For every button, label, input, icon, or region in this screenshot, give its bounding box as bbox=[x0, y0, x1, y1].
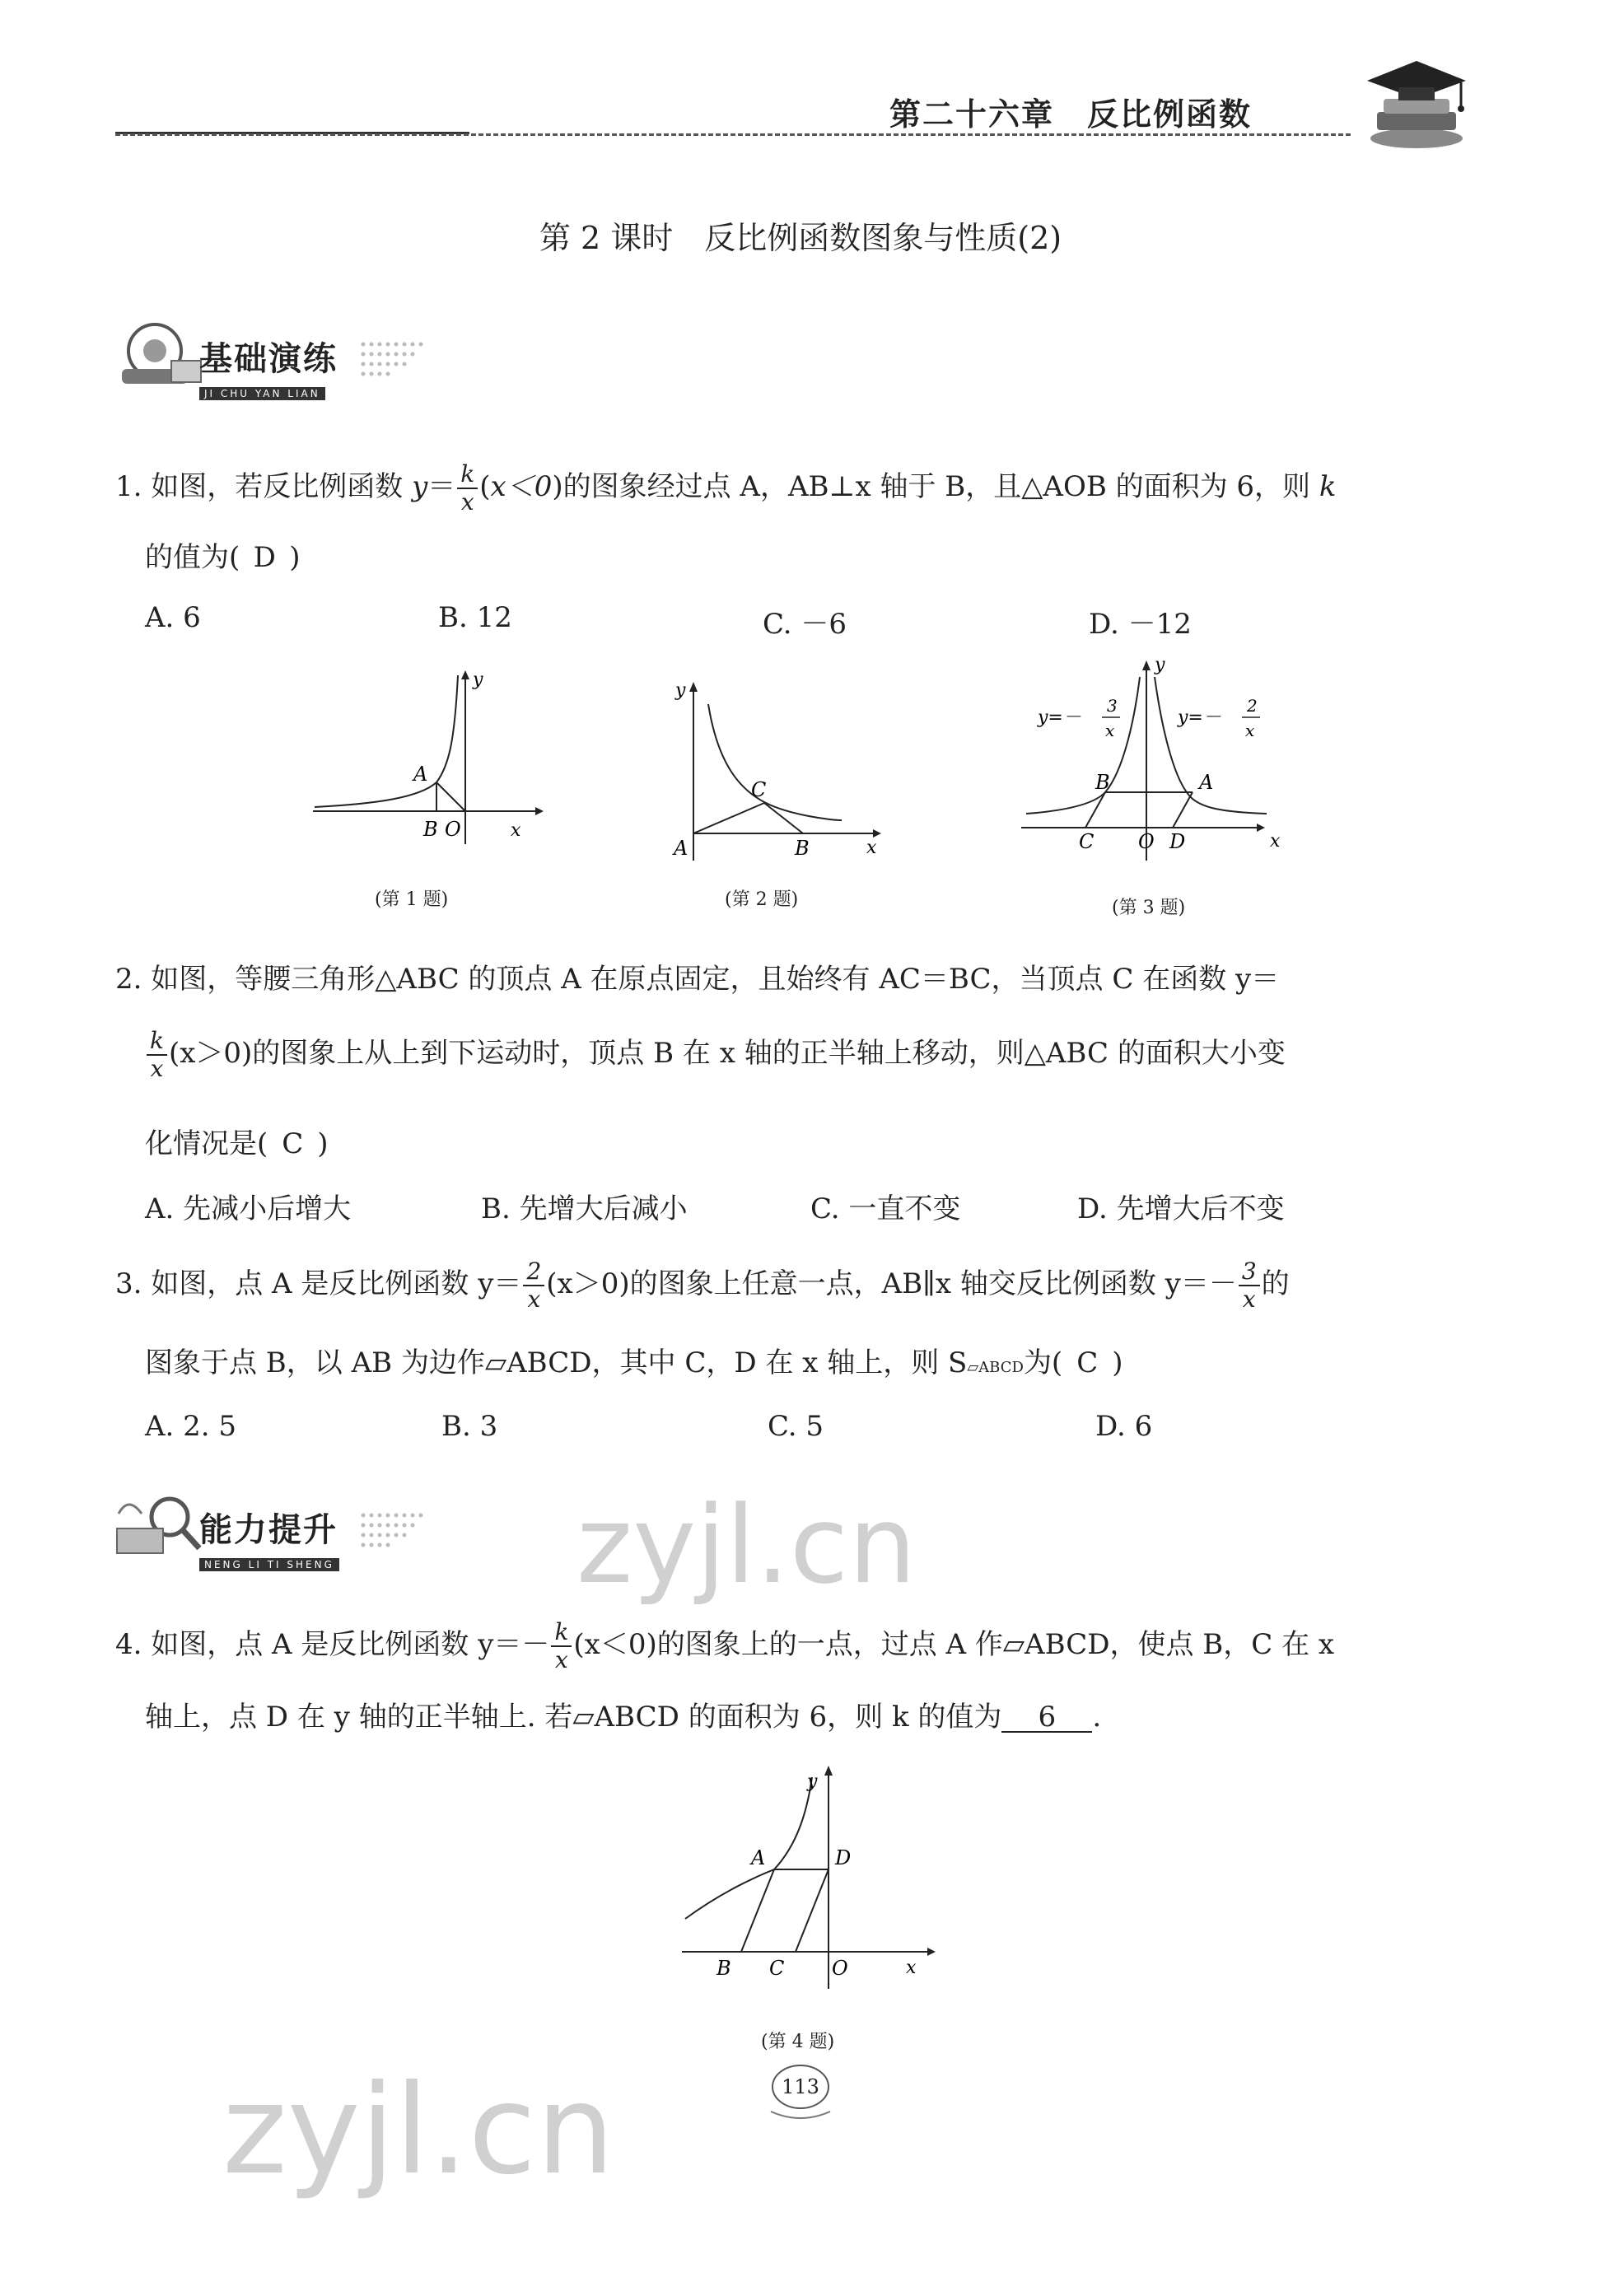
fig3-label-y: y bbox=[1155, 655, 1165, 675]
fig3-left-fn-lhs: y=－ bbox=[1038, 707, 1081, 728]
fig2-label-b: B bbox=[795, 837, 810, 860]
lesson-title: 第 2 课时 反比例函数图象与性质(2) bbox=[539, 220, 1062, 256]
q3-option-c: C. 5 bbox=[768, 1410, 824, 1443]
fig1-label-x: x bbox=[511, 820, 521, 841]
fig4-label-x: x bbox=[906, 1958, 917, 1978]
fig4-label-y: y bbox=[807, 1771, 818, 1792]
question-2-line-2: $\frac{k}{x}$ (x＞0)的图象上从上到下运动时，顶点 B 在 x 轴的正半轴上移动，则△ABC 的面积大小变 bbox=[145, 1029, 1286, 1080]
fraction-2-over-x: $\frac{2}{x}$ bbox=[523, 1260, 544, 1311]
question-2-line-3: 化情况是( C ) bbox=[145, 1127, 329, 1160]
section-basic-practice bbox=[199, 333, 338, 400]
fraction-k-over-x: $\frac{k}{x}$ bbox=[147, 1029, 167, 1080]
fig2-caption: (第 2 题) bbox=[725, 889, 799, 910]
figure-2 bbox=[659, 659, 898, 873]
fig3-label-c: C bbox=[1079, 830, 1095, 853]
figure-3 bbox=[1013, 651, 1293, 873]
fraction-k-over-x: $\frac{k}{x}$ bbox=[551, 1621, 572, 1672]
magnifier-tools-icon bbox=[110, 1489, 209, 1563]
fraction-3-over-x: $\frac{3}{x}$ bbox=[1239, 1260, 1260, 1311]
q1-option-c: C. －6 bbox=[763, 608, 847, 641]
section-pinyin: JI CHU YAN LIAN bbox=[199, 387, 325, 400]
fig3-label-d: D bbox=[1169, 830, 1186, 853]
q1-option-d: D. －12 bbox=[1089, 608, 1192, 641]
dot-pattern-decoration bbox=[359, 1510, 441, 1552]
question-1-line-2: 的值为( D ) bbox=[145, 541, 301, 574]
figure-4 bbox=[675, 1754, 947, 2001]
figure-1 bbox=[305, 659, 552, 848]
fig3-caption: (第 3 题) bbox=[1112, 898, 1186, 918]
fig3-label-x: x bbox=[1270, 831, 1281, 852]
fig4-label-o: O bbox=[832, 1957, 848, 1980]
fig3-label-o: O bbox=[1138, 830, 1155, 853]
graduation-cap-icon bbox=[1359, 58, 1474, 156]
q1-option-a: A. 6 bbox=[145, 601, 201, 634]
fig2-label-c: C bbox=[751, 778, 767, 801]
fig3-label-a: A bbox=[1199, 771, 1214, 794]
fig4-caption: (第 4 题) bbox=[761, 2032, 835, 2052]
fig3-right-fn-lhs: y=－ bbox=[1178, 707, 1221, 728]
fig3-right-fn-num: 2 bbox=[1247, 696, 1258, 716]
fig1-label-a: A bbox=[413, 763, 428, 786]
compass-tools-icon bbox=[114, 318, 204, 392]
answer-q4: 6 bbox=[1001, 1703, 1092, 1733]
page-number: 113 bbox=[782, 2075, 819, 2098]
dot-pattern-decoration bbox=[359, 339, 441, 380]
fig2-label-x: x bbox=[866, 838, 877, 858]
question-1-line-1: 1. 如图，若反比例函数 y＝ $\frac{k}{x}$ (x＜0)的图象经过点 A，AB⊥x 轴于 B，且△AOB 的面积为 6，则 k bbox=[115, 460, 1337, 516]
q3-option-a: A. 2. 5 bbox=[145, 1410, 237, 1443]
header-rule bbox=[115, 133, 1351, 136]
q2-option-d: D. 先增大后不变 bbox=[1077, 1192, 1285, 1225]
question-4-line-1: 4. 如图，点 A 是反比例函数 y＝－ $\frac{k}{x}$ (x＜0)的图象上的一点，过点 A 作▱ABCD，使点 B，C 在 x bbox=[115, 1618, 1335, 1673]
fig2-label-a: A bbox=[674, 837, 688, 860]
chapter-title: 第二十六章 反比例函数 bbox=[889, 96, 1253, 133]
fig3-left-fn-den: x bbox=[1105, 721, 1115, 740]
fig1-caption: (第 1 题) bbox=[375, 889, 449, 910]
answer-q1: D bbox=[253, 541, 276, 574]
q2-option-c: C. 一直不变 bbox=[810, 1192, 961, 1225]
answer-q3: C bbox=[1076, 1346, 1099, 1379]
fig4-label-a: A bbox=[751, 1846, 766, 1869]
q1-option-b: B. 12 bbox=[438, 601, 512, 634]
fig4-label-d: D bbox=[835, 1846, 852, 1869]
fig4-label-b: B bbox=[716, 1957, 731, 1980]
question-2-line-1: 2. 如图，等腰三角形△ABC 的顶点 A 在原点固定，且始终有 AC＝BC，当顶点 C 在函数 y＝ bbox=[115, 963, 1280, 996]
watermark-bottom: zyjl.cn bbox=[222, 2059, 615, 2202]
answer-q2: C bbox=[282, 1127, 304, 1160]
q3-option-d: D. 6 bbox=[1095, 1410, 1153, 1443]
section-ability-improve bbox=[199, 1504, 339, 1571]
q2-option-a: A. 先减小后增大 bbox=[145, 1192, 352, 1225]
fig4-label-c: C bbox=[769, 1957, 785, 1980]
question-4-line-2: 轴上，点 D 在 y 轴的正半轴上. 若▱ABCD 的面积为 6，则 k 的值为 6 . bbox=[145, 1701, 1102, 1734]
fig3-right-fn-den: x bbox=[1245, 721, 1255, 740]
section-pinyin: NENG LI TI SHENG bbox=[199, 1558, 339, 1571]
watermark-mid: zyjl.cn bbox=[576, 1482, 917, 1608]
q2-option-b: B. 先增大后减小 bbox=[481, 1192, 688, 1225]
fig3-left-fn-num: 3 bbox=[1107, 696, 1118, 716]
fig3-label-b: B bbox=[1095, 771, 1110, 794]
section-title: 能力提升 bbox=[199, 1511, 338, 1549]
question-3-line-2: 图象于点 B，以 AB 为边作▱ABCD，其中 C，D 在 x 轴上，则 S▱ABCD为( C ) bbox=[145, 1346, 1123, 1379]
section-title: 基础演练 bbox=[199, 340, 338, 378]
fraction-k-over-x: $\frac{k}{x}$ bbox=[457, 463, 478, 514]
fig2-label-y: y bbox=[675, 680, 686, 701]
question-3-line-1: 3. 如图，点 A 是反比例函数 y＝ $\frac{2}{x}$ (x＞0)的图象上任意一点，AB∥x 轴交反比例函数 y＝－ $\frac{3}{x}$ 的 bbox=[115, 1258, 1290, 1313]
fig1-label-y: y bbox=[473, 670, 483, 690]
q3-option-b: B. 3 bbox=[441, 1410, 498, 1443]
fig1-label-o: O bbox=[445, 818, 461, 841]
fig1-label-b: B bbox=[423, 818, 438, 841]
